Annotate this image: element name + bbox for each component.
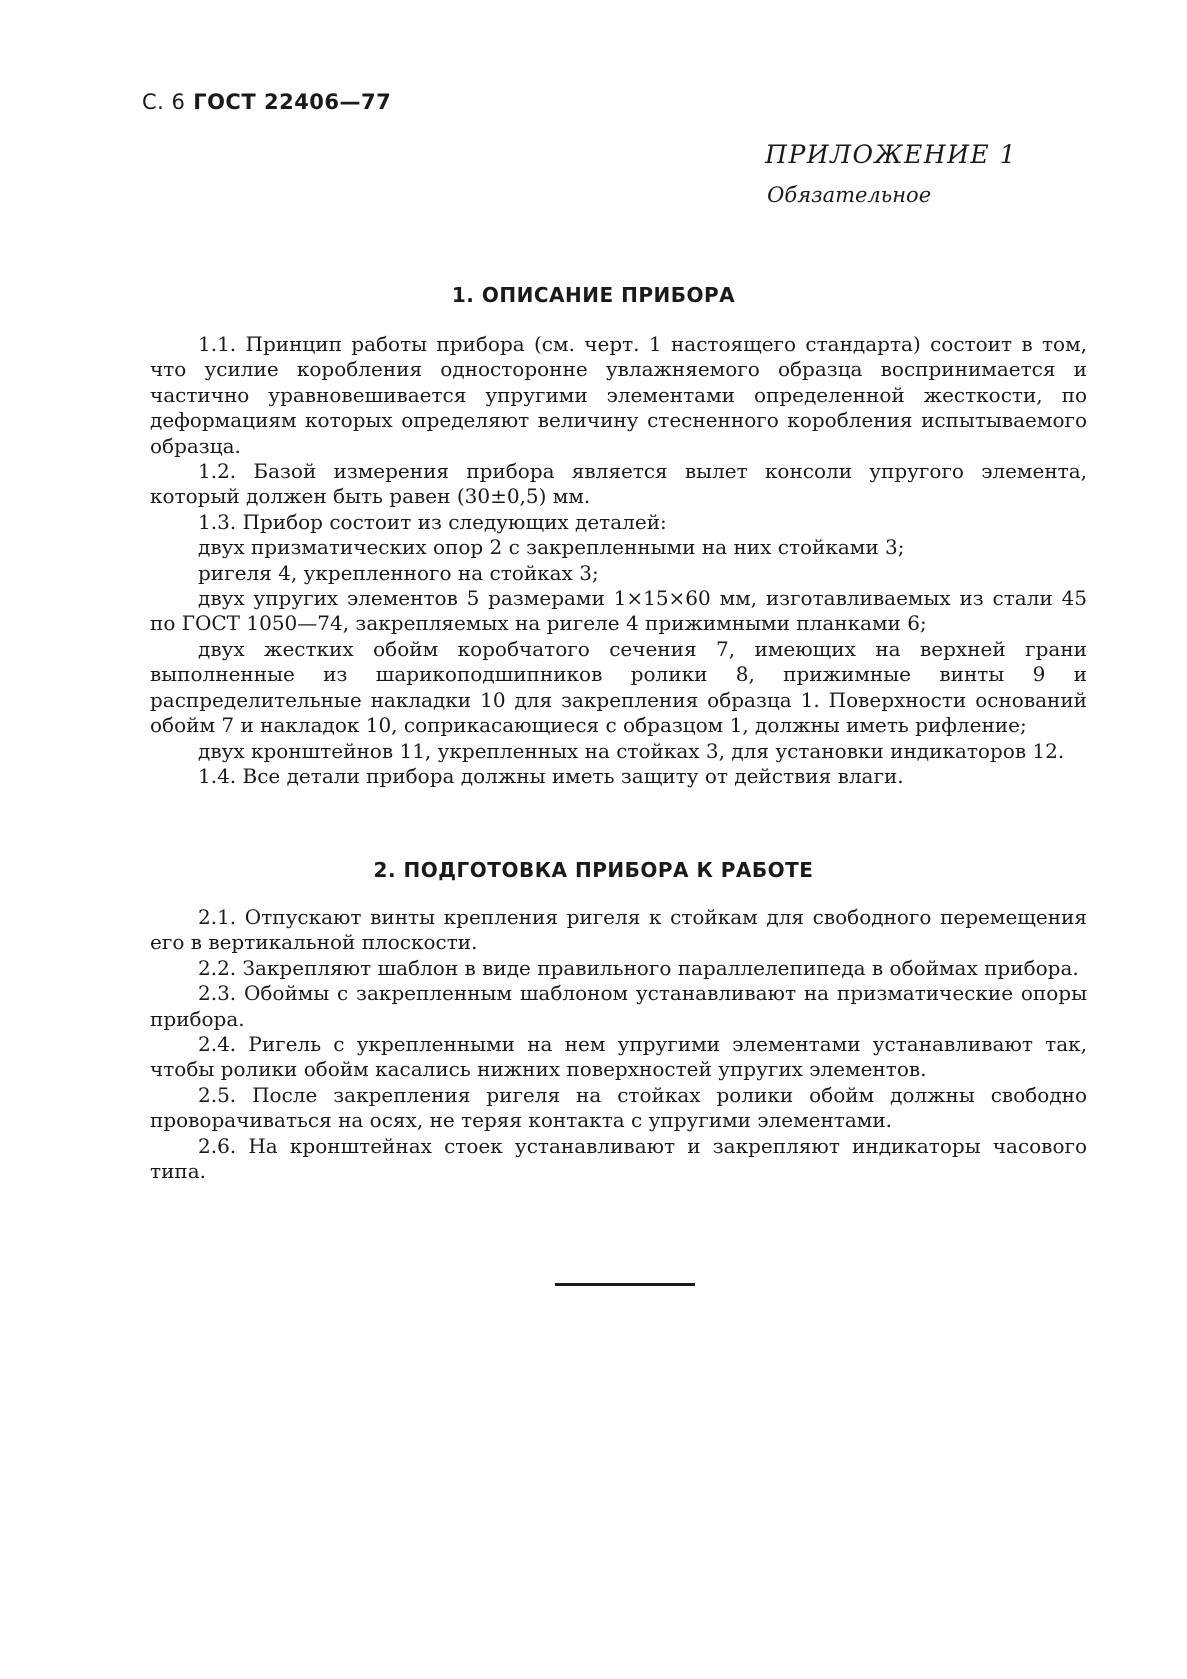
paragraph-2-3: 2.3. Обоймы с закрепленным шаблоном устанавливают на призматические опоры прибора. — [150, 981, 1087, 1031]
list-item: ригеля 4, укрепленного на стойках 3; — [198, 560, 599, 585]
section-1-body — [150, 332, 1087, 789]
paragraph-1-2: 1.2. Базой измерения прибора является вылет консоли упругого элемента, который должен быть равен (30±0,5) мм. — [150, 459, 1087, 509]
paragraph-1-3: 1.3. Прибор состоит из следующих деталей: — [198, 509, 667, 534]
paragraph-2-1: 2.1. Отпускают винты крепления ригеля к стойкам для свободного перемещения его в вертикальной плоскости. — [150, 905, 1087, 955]
appendix-subtitle: Обязательное — [767, 183, 932, 207]
paragraph-1-4: 1.4. Все детали прибора должны иметь защиту от действия влаги. — [198, 763, 904, 788]
standard-number: ГОСТ 22406—77 — [193, 90, 392, 114]
list-item: двух упругих элементов 5 размерами 1×15×60 мм, изготавливаемых из стали 45 по ГОСТ 1050—74, закрепляемых на ригеле 4 прижимными планками 6; — [150, 586, 1087, 636]
section-2-body — [150, 905, 1087, 1184]
list-item: двух жестких обойм коробчатого сечения 7, имеющих на верхней грани выполненные из шарикоподшипников ролики 8, прижимные винты 9 и распределительные накладки 10 для закрепления образца 1. Поверхности оснований обойм 7 и накладок 10, соприкасающиеся с образцом 1, должны иметь рифление; — [150, 636, 1087, 738]
paragraph-2-6: 2.6. На кронштейнах стоек устанавливают и закрепляют индикаторы часового типа. — [150, 1133, 1087, 1184]
list-item: двух призматических опор 2 с закрепленными на них стойками 3; — [198, 535, 905, 560]
appendix-block — [765, 140, 1017, 207]
page-number: С. 6 — [142, 90, 186, 114]
paragraph-2-5: 2.5. После закрепления ригеля на стойках ролики обойм должны свободно проворачиваться на осях, не теряя контакта с упругими элементами. — [150, 1082, 1087, 1133]
section-1-heading: 1. ОПИСАНИЕ ПРИБОРА — [451, 283, 736, 307]
paragraph-1-1: 1.1. Принцип работы прибора (см. черт. 1 настоящего стандарта) состоит в том, что усилие коробления односторонне увлажняемого образца воспринимается и частично уравновешивается упругими элементами определенной жесткости, по деформациям которых определяют величину стесненного коробления испытываемого образца. — [150, 332, 1087, 458]
list-item: двух кронштейнов 11, укрепленных на стойках 3, для установки индикаторов 12. — [198, 738, 1065, 763]
paragraph-2-2: 2.2. Закрепляют шаблон в виде правильного параллелепипеда в обоймах прибора. — [198, 955, 1079, 980]
end-divider — [555, 1283, 695, 1286]
appendix-title: ПРИЛОЖЕНИЕ 1 — [765, 140, 1017, 169]
page-header — [142, 90, 391, 114]
section-2-heading: 2. ПОДГОТОВКА ПРИБОРА К РАБОТЕ — [373, 858, 814, 882]
paragraph-2-4: 2.4. Ригель с укрепленными на нем упругими элементами устанавливают так, чтобы ролики обойм касались нижних поверхностей упругих элементов. — [150, 1032, 1087, 1082]
